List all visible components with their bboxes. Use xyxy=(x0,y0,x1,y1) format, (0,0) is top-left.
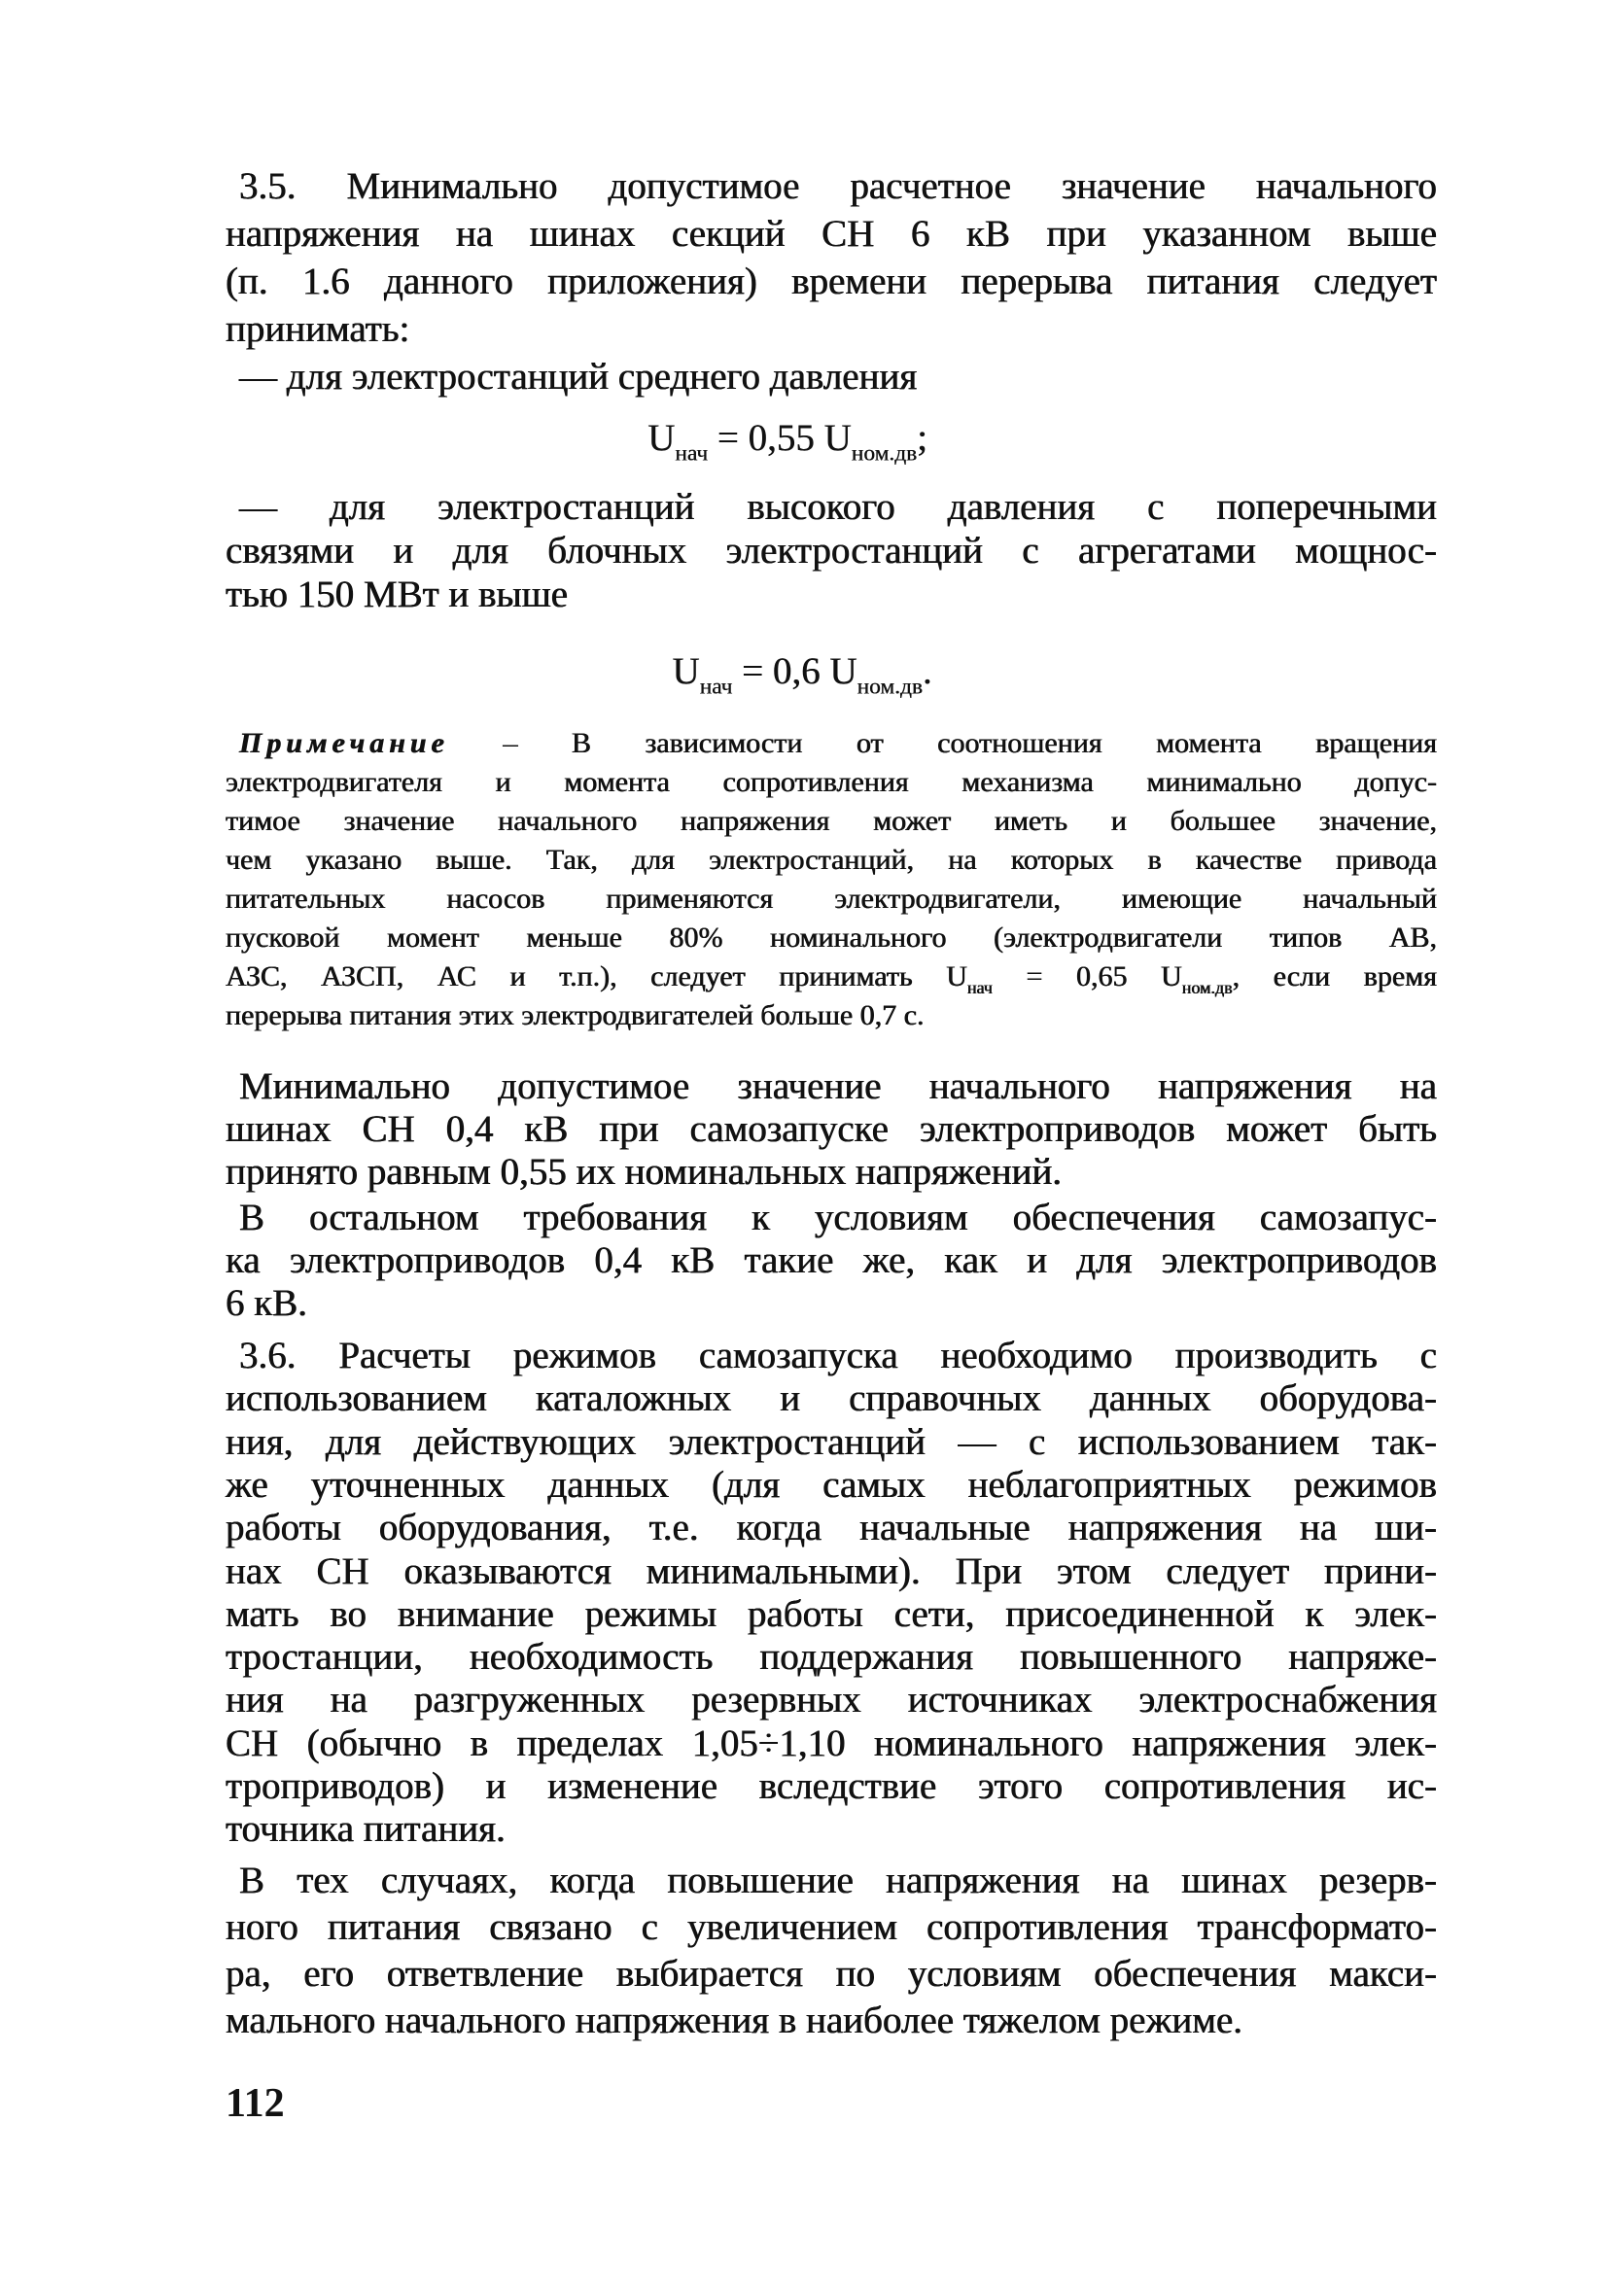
text-run: нах СН оказываются минимальными). При этом следует прини- xyxy=(226,1549,1437,1592)
text-run: электродвигателя и момента сопротивления механизма минимально допус- xyxy=(226,766,1437,798)
text-run: троприводов) и изменение вследствие этого сопротивления ис- xyxy=(226,1765,1437,1807)
formula-medium-pressure xyxy=(647,416,927,468)
note-line xyxy=(226,846,1437,875)
text-run: . xyxy=(922,650,932,692)
text-run: 6 кВ. xyxy=(226,1282,307,1324)
para-other-requirements-line xyxy=(239,1199,1437,1236)
note-line xyxy=(226,923,1437,953)
para-3-5-line xyxy=(226,262,1437,300)
note-line xyxy=(226,768,1437,797)
text-run: мального начального напряжения в наиболее тяжелом режиме. xyxy=(226,2000,1242,2041)
subscript: ном.дв xyxy=(851,440,918,467)
text-run: связями и для блочных электростанций с агрегатами мощнос- xyxy=(226,530,1437,572)
text-run: (п. 1.6 данного приложения) времени перерыва питания следует xyxy=(226,261,1437,302)
subscript: ном.дв xyxy=(1181,978,1233,998)
text-run: точника питания. xyxy=(226,1808,506,1851)
para-3-6-line xyxy=(226,1509,1437,1547)
text-run: — для электростанций среднего давления xyxy=(239,356,918,398)
para-transformer-line xyxy=(226,1955,1437,1993)
para-transformer-line xyxy=(239,1861,1437,1899)
subscript: нач xyxy=(675,440,709,467)
text-run: ния, для действующих электростанций — с использованием так- xyxy=(226,1420,1437,1463)
text-run: В тех случаях, когда повышение напряжения на шинах резерв- xyxy=(239,1860,1437,1901)
para-3-5-line xyxy=(226,310,1437,348)
para-3-6-line xyxy=(226,1377,1437,1420)
para-other-requirements-line xyxy=(226,1241,1437,1279)
text-run: использованием каталожных и справочных данных оборудова- xyxy=(226,1377,1437,1420)
text-run: , если время xyxy=(1232,960,1437,992)
text-run: = 0,65 U xyxy=(992,960,1182,992)
para-3-5-line xyxy=(239,358,1437,396)
text-run: Минимально допустимое значение начального напряжения на xyxy=(239,1065,1437,1107)
para-3-6-line xyxy=(239,1337,1437,1374)
text-run: ния на разгруженных резервных источниках электроснабжения xyxy=(226,1679,1437,1722)
text-run: В остальном требования к условиям обеспечения самозапус- xyxy=(239,1197,1437,1238)
text-run: шинах СН 0,4 кВ при самозапуске электроприводов может быть xyxy=(226,1108,1437,1150)
text-run: мать во внимание режимы работы сети, присоединенной к элек- xyxy=(226,1592,1437,1635)
text-run: = 0,55 U xyxy=(708,417,852,459)
text-run: — для электростанций высокого давления с поперечными xyxy=(239,486,1437,528)
para-3-5-line xyxy=(239,167,1437,205)
text-run: перерыва питания этих электродвигателей больше 0,7 с. xyxy=(226,999,925,1031)
para-transformer-line xyxy=(226,1908,1437,1946)
text-run: тимое значение начального напряжения может иметь и большее значение, xyxy=(226,805,1437,837)
para-high-pressure-line xyxy=(226,532,1437,570)
para-3-6-line xyxy=(226,1549,1437,1592)
para-0-4kv-line xyxy=(226,1153,1437,1191)
para-3-6-line xyxy=(226,1679,1437,1722)
para-0-4kv-line xyxy=(226,1110,1437,1148)
text-run: ного питания связано с увеличением сопротивления трансформато- xyxy=(226,1906,1437,1948)
para-other-requirements-line xyxy=(226,1284,1437,1322)
para-3-6-line xyxy=(226,1420,1437,1463)
text-run: принято равным 0,55 их номинальных напряжений. xyxy=(226,1151,1063,1193)
text-run: напряжения на шинах секций СН 6 кВ при указанном выше xyxy=(226,213,1437,255)
para-3-6-line xyxy=(226,1767,1437,1805)
para-3-6-line xyxy=(226,1463,1437,1506)
text-run: ра, его ответвление выбирается по условиям обеспечения макси- xyxy=(226,1953,1437,1995)
note-line xyxy=(226,807,1437,836)
text-run: ка электроприводов 0,4 кВ такие же, как и для электроприводов xyxy=(226,1239,1437,1281)
note-label: Примечание xyxy=(239,727,449,759)
formula-high-pressure xyxy=(672,649,931,701)
text-run: питательных насосов применяются электродвигатели, имеющие начальный xyxy=(226,883,1437,915)
text-run: чем указано выше. Так, для электростанций, на которых в качестве привода xyxy=(226,844,1437,876)
subscript: ном.дв xyxy=(856,674,923,700)
text-run: U xyxy=(647,417,676,459)
text-run: пусковой момент меньше 80% номинального (электродвигатели типов АВ, xyxy=(226,922,1437,954)
para-3-6-line xyxy=(226,1724,1437,1762)
text-run: 3.6. Расчеты режимов самозапуска необходимо производить с xyxy=(239,1335,1437,1376)
text-run: тростанции, необходимость поддержания повышенного напряже- xyxy=(226,1636,1437,1679)
para-3-6-line xyxy=(226,1592,1437,1635)
text-run: U xyxy=(672,650,700,692)
text-run: 3.5. Минимально допустимое расчетное значение начального xyxy=(239,165,1437,207)
text-run: же уточненных данных (для самых неблагоприятных режимов xyxy=(226,1463,1437,1506)
text-run: = 0,6 U xyxy=(732,650,857,692)
para-high-pressure-line xyxy=(226,575,1437,613)
text-run: ; xyxy=(917,417,927,459)
para-0-4kv-line xyxy=(239,1067,1437,1105)
subscript: нач xyxy=(966,978,993,998)
text-run: – В зависимости от соотношения момента вращения xyxy=(448,727,1437,759)
text-run: СН (обычно в пределах 1,05÷1,10 номинального напряжения элек- xyxy=(226,1722,1437,1764)
text-run: АЗС, АЗСП, АС и т.п.), следует принимать U xyxy=(226,960,967,992)
note-line xyxy=(226,962,1437,996)
note-line xyxy=(226,885,1437,914)
page-number: 112 xyxy=(226,2081,285,2126)
para-3-6-line xyxy=(226,1808,1437,1851)
note-line xyxy=(226,1001,1437,1030)
text-run: тью 150 МВт и выше xyxy=(226,574,569,615)
text-run: принимать: xyxy=(226,308,410,350)
para-3-6-line xyxy=(226,1636,1437,1679)
subscript: нач xyxy=(699,674,733,700)
para-high-pressure-line xyxy=(239,488,1437,526)
text-run: работы оборудования, т.е. когда начальные напряжения на ши- xyxy=(226,1507,1437,1549)
note-line xyxy=(239,729,1437,758)
para-3-5-line xyxy=(226,215,1437,253)
para-transformer-line xyxy=(226,2001,1437,2039)
